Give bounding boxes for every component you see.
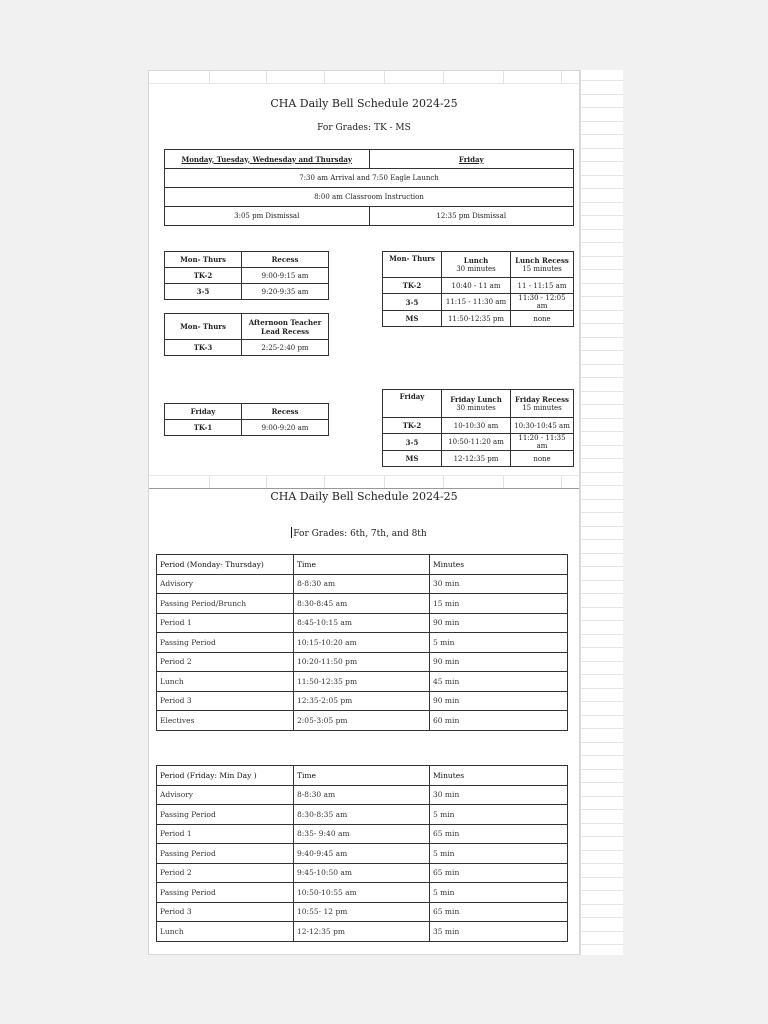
dismissal-mt: 3:05 pm Dismissal: [165, 207, 370, 226]
grid-row-line: [581, 134, 623, 135]
arrival-row: 7:30 am Arrival and 7:50 Eagle Launch: [165, 169, 574, 188]
recess-fri-h2: Recess: [242, 404, 329, 420]
lunch-fri-time: 12-12:35 pm: [442, 451, 511, 467]
grid-row-line: [581, 823, 623, 824]
grid-row-line: [581, 809, 623, 810]
grid-row-line: [581, 188, 623, 189]
fri-header-period: Period (Friday: Min Day ): [157, 766, 294, 786]
top-grades: For Grades: TK - MS: [317, 123, 411, 133]
lunch-fri-recess: 10:30-10:45 am: [511, 418, 574, 434]
grid-row-line: [581, 539, 623, 540]
grid-row-line: [581, 242, 623, 243]
grid-row-line: [581, 350, 623, 351]
afternoon-h2b: Lead Recess: [260, 326, 310, 336]
time-cell: 8:35- 9:40 am: [294, 824, 430, 844]
table-row: [157, 691, 568, 711]
lunch-fri-h3s: 15 minutes: [522, 404, 562, 412]
recess-mt-time: 9:00-9:15 am: [242, 268, 329, 284]
lunch-mt-grade: MS: [383, 311, 442, 327]
recess-mt-h1: Mon- Thurs: [165, 252, 242, 268]
grid-row-line: [581, 418, 623, 419]
grid-row-line: [581, 796, 623, 797]
spreadsheet-grid-right: [580, 70, 623, 955]
table-row: [157, 902, 568, 922]
fri-header-minutes: Minutes: [430, 766, 568, 786]
table-row: [157, 844, 568, 864]
table-row: [157, 863, 568, 883]
recess-fri-grade: TK-1: [165, 420, 242, 436]
table-row: [157, 883, 568, 903]
grid-row-line: [581, 283, 623, 284]
table-row: [157, 633, 568, 653]
grid-row-line: [581, 553, 623, 554]
grid-row-line: [581, 850, 623, 851]
grid-row-line: [581, 607, 623, 608]
period-cell: Period 3: [157, 691, 294, 711]
lunch-fri-grade: TK-2: [383, 418, 442, 434]
lunch-fri-recess: 11:20 - 11:35 am: [511, 434, 574, 451]
recess-mt-grade: 3-5: [165, 284, 242, 300]
grid-row-line: [581, 256, 623, 257]
grid-row-line: [581, 472, 623, 473]
grid-row-line: [581, 377, 623, 378]
recess-fri-table: [164, 403, 329, 436]
time-cell: 11:50-12:35 pm: [294, 672, 430, 692]
grid-row-line: [581, 161, 623, 162]
period-cell: Electives: [157, 711, 294, 731]
lunch-fri-time: 10:50-11:20 am: [442, 434, 511, 451]
afternoon-h1: Mon- Thurs: [165, 314, 242, 340]
grid-row-line: [581, 404, 623, 405]
minutes-cell: 65 min: [430, 863, 568, 883]
lunch-mt-grade: 3-5: [383, 294, 442, 311]
lunch-fri-recess: none: [511, 451, 574, 467]
time-cell: 9:40-9:45 am: [294, 844, 430, 864]
lunch-mt-recess: 11 - 11:15 am: [511, 278, 574, 294]
grid-row-line: [581, 904, 623, 905]
bottom-grades-line: [139, 527, 579, 539]
table-row: [157, 922, 568, 942]
grid-row-line: [581, 580, 623, 581]
main-schedule-table: [164, 149, 574, 226]
grid-row-line: [581, 94, 623, 95]
period-cell: Period 1: [157, 824, 294, 844]
recess-mt-time: 9:20-9:35 am: [242, 284, 329, 300]
minutes-cell: 90 min: [430, 652, 568, 672]
period-cell: Period 2: [157, 863, 294, 883]
grid-row-line: [581, 202, 623, 203]
lunch-mt-h3: Lunch Recess: [515, 256, 569, 265]
grid-row-line: [581, 310, 623, 311]
minutes-cell: 35 min: [430, 922, 568, 942]
minutes-cell: 30 min: [430, 785, 568, 805]
table-row: [157, 574, 568, 594]
minutes-cell: 90 min: [430, 691, 568, 711]
grid-row-line: [581, 485, 623, 486]
time-cell: 8:30-8:45 am: [294, 594, 430, 614]
time-cell: 8:45-10:15 am: [294, 613, 430, 633]
grid-row-line: [581, 391, 623, 392]
grid-row-line: [581, 917, 623, 918]
afternoon-time: 2:25-2:40 pm: [242, 340, 329, 356]
grid-row-line: [581, 80, 623, 81]
lunch-mt-h1: Mon- Thurs: [383, 252, 442, 278]
ms-fri-table: [156, 765, 568, 942]
grid-row-line: [581, 728, 623, 729]
top-title: CHA Daily Bell Schedule 2024-25: [270, 97, 458, 110]
table-row: [157, 672, 568, 692]
lunch-mt-time: 10:40 - 11 am: [442, 278, 511, 294]
time-cell: 10:15-10:20 am: [294, 633, 430, 653]
table-row: [157, 785, 568, 805]
period-cell: Passing Period/Brunch: [157, 594, 294, 614]
grid-row-line: [581, 499, 623, 500]
recess-mt-grade: TK-2: [165, 268, 242, 284]
grid-row-line: [581, 620, 623, 621]
period-cell: Lunch: [157, 922, 294, 942]
grid-row-line: [581, 269, 623, 270]
lunch-fri-time: 10-10:30 am: [442, 418, 511, 434]
period-cell: Passing Period: [157, 633, 294, 653]
table-row: [157, 594, 568, 614]
grid-row-line: [581, 107, 623, 108]
grid-row-line: [581, 863, 623, 864]
lunch-mt-time: 11:15 - 11:30 am: [442, 294, 511, 311]
grid-row-line: [581, 755, 623, 756]
table-row: [157, 824, 568, 844]
lunch-mt-recess: 11:30 - 12:05 am: [511, 294, 574, 311]
grid-row-line: [581, 836, 623, 837]
grid-row-line: [581, 688, 623, 689]
grid-row-line: [581, 175, 623, 176]
grid-row-line: [581, 323, 623, 324]
grid-row-line: [581, 229, 623, 230]
mt-header-time: Time: [294, 555, 430, 575]
mt-header-period: Period (Monday- Thursday): [157, 555, 294, 575]
table-row: [157, 805, 568, 825]
grid-row-line: [581, 445, 623, 446]
minutes-cell: 5 min: [430, 633, 568, 653]
time-cell: 10:20-11:50 pm: [294, 652, 430, 672]
grid-row-line: [581, 364, 623, 365]
lunch-mt-h2s: 30 minutes: [456, 265, 496, 273]
minutes-cell: 15 min: [430, 594, 568, 614]
instruction-row: 8:00 am Classroom Instruction: [165, 188, 574, 207]
lunch-fri-h2: Friday Lunch: [450, 395, 502, 404]
grid-row-line: [581, 148, 623, 149]
lunch-fri-h1: Friday: [383, 390, 442, 418]
grid-row-line: [581, 526, 623, 527]
grid-row-line: [581, 512, 623, 513]
lunch-fri-table: [382, 389, 574, 467]
grid-row-line: [581, 566, 623, 567]
lunch-fri-grade: 3-5: [383, 434, 442, 451]
recess-mt-table: [164, 251, 329, 300]
table-row: [157, 613, 568, 633]
bottom-grades: For Grades: 6th, 7th, and 8th: [293, 529, 427, 539]
grid-row-line: [581, 931, 623, 932]
main-col-fri: Friday: [369, 150, 574, 169]
recess-fri-h1: Friday: [165, 404, 242, 420]
period-cell: Passing Period: [157, 883, 294, 903]
grid-row-line: [581, 431, 623, 432]
period-cell: Period 3: [157, 902, 294, 922]
grid-header-top: [149, 71, 579, 84]
lunch-mt-h3s: 15 minutes: [522, 265, 562, 273]
ms-mt-table: [156, 554, 568, 731]
period-cell: Advisory: [157, 785, 294, 805]
grid-row-line: [581, 674, 623, 675]
minutes-cell: 30 min: [430, 574, 568, 594]
dismissal-fri: 12:35 pm Dismissal: [369, 207, 574, 226]
document-page: [148, 70, 580, 955]
recess-fri-time: 9:00-9:20 am: [242, 420, 329, 436]
grid-row-line: [581, 215, 623, 216]
grid-row-line: [581, 742, 623, 743]
lunch-fri-h3: Friday Recess: [515, 395, 569, 404]
grid-row-line: [581, 121, 623, 122]
grid-row-line: [581, 877, 623, 878]
lunch-mt-table: [382, 251, 574, 327]
afternoon-recess-table: [164, 313, 329, 356]
time-cell: 10:55- 12 pm: [294, 902, 430, 922]
afternoon-grade: TK-3: [165, 340, 242, 356]
table-row: [157, 652, 568, 672]
time-cell: 8-8:30 am: [294, 574, 430, 594]
grid-row-line: [581, 769, 623, 770]
grid-row-line: [581, 634, 623, 635]
grid-row-line: [581, 593, 623, 594]
time-cell: 12-12:35 pm: [294, 922, 430, 942]
lunch-mt-recess: none: [511, 311, 574, 327]
minutes-cell: 65 min: [430, 824, 568, 844]
minutes-cell: 5 min: [430, 805, 568, 825]
minutes-cell: 5 min: [430, 883, 568, 903]
fri-header-time: Time: [294, 766, 430, 786]
afternoon-h2a: Afternoon Teacher: [248, 317, 322, 327]
grid-row-line: [581, 782, 623, 783]
grid-row-line: [581, 647, 623, 648]
lunch-fri-h2s: 30 minutes: [456, 404, 496, 412]
time-cell: 12:35-2:05 pm: [294, 691, 430, 711]
period-cell: Passing Period: [157, 844, 294, 864]
lunch-fri-grade: MS: [383, 451, 442, 467]
minutes-cell: 65 min: [430, 902, 568, 922]
minutes-cell: 90 min: [430, 613, 568, 633]
period-cell: Period 2: [157, 652, 294, 672]
grid-row-line: [581, 890, 623, 891]
grid-row-line: [581, 701, 623, 702]
time-cell: 2:05-3:05 pm: [294, 711, 430, 731]
grid-row-line: [581, 458, 623, 459]
grid-row-line: [581, 296, 623, 297]
period-cell: Advisory: [157, 574, 294, 594]
minutes-cell: 60 min: [430, 711, 568, 731]
mt-header-minutes: Minutes: [430, 555, 568, 575]
bottom-title: CHA Daily Bell Schedule 2024-25: [270, 490, 458, 503]
minutes-cell: 5 min: [430, 844, 568, 864]
time-cell: 10:50-10:55 am: [294, 883, 430, 903]
grid-row-line: [581, 944, 623, 945]
main-col-mt: Monday, Tuesday, Wednesday and Thursday: [165, 150, 370, 169]
period-cell: Period 1: [157, 613, 294, 633]
grid-separator: [149, 475, 579, 489]
period-cell: Passing Period: [157, 805, 294, 825]
time-cell: 9:45-10:50 am: [294, 863, 430, 883]
lunch-mt-grade: TK-2: [383, 278, 442, 294]
grid-row-line: [581, 337, 623, 338]
recess-mt-h2: Recess: [242, 252, 329, 268]
minutes-cell: 45 min: [430, 672, 568, 692]
period-cell: Lunch: [157, 672, 294, 692]
table-row: [157, 711, 568, 731]
time-cell: 8:30-8:35 am: [294, 805, 430, 825]
time-cell: 8-8:30 am: [294, 785, 430, 805]
grid-row-line: [581, 715, 623, 716]
lunch-mt-h2: Lunch: [463, 256, 489, 265]
grid-row-line: [581, 661, 623, 662]
lunch-mt-time: 11:50-12:35 pm: [442, 311, 511, 327]
